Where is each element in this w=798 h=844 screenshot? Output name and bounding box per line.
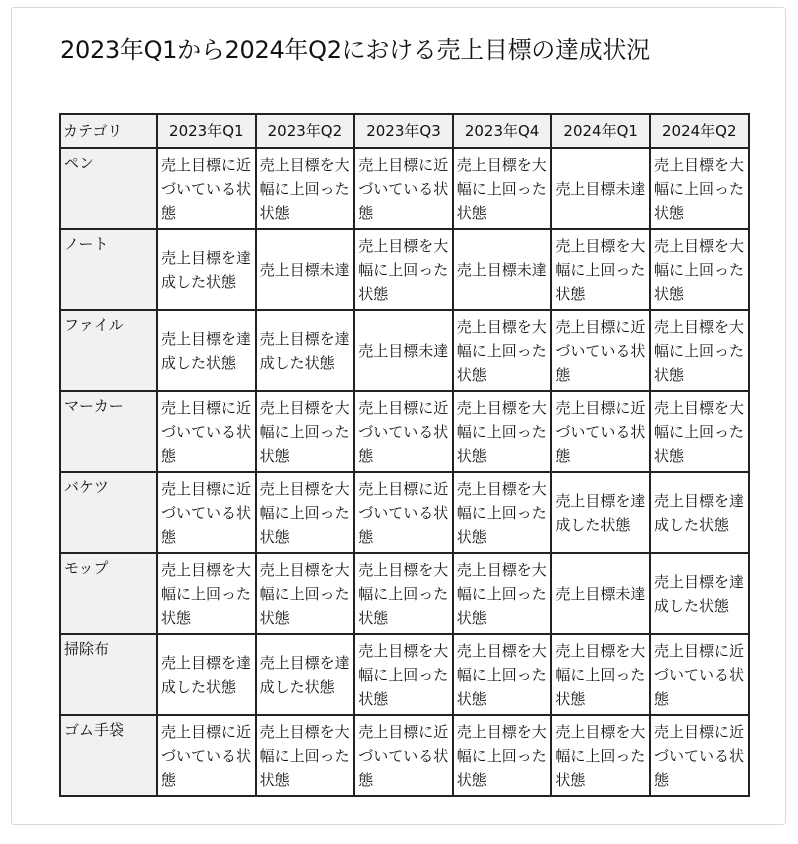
column-header-2024-q1: 2024年Q1 [551, 114, 650, 148]
status-cell: 売上目標を大幅に上回った状態 [453, 148, 552, 229]
status-cell: 売上目標未達 [354, 310, 453, 391]
column-header-2023-q2: 2023年Q2 [256, 114, 355, 148]
status-cell: 売上目標に近づいている状態 [157, 391, 256, 472]
column-header-2023-q3: 2023年Q3 [354, 114, 453, 148]
status-cell: 売上目標未達 [256, 229, 355, 310]
status-cell: 売上目標を大幅に上回った状態 [157, 553, 256, 634]
sales-target-table [59, 113, 750, 797]
status-cell: 売上目標を大幅に上回った状態 [453, 391, 552, 472]
table-row [60, 148, 749, 229]
status-cell: 売上目標に近づいている状態 [157, 148, 256, 229]
status-cell: 売上目標未達 [551, 148, 650, 229]
row-category-cell: バケツ [60, 472, 157, 553]
status-cell: 売上目標を達成した状態 [650, 553, 749, 634]
status-cell: 売上目標に近づいている状態 [157, 472, 256, 553]
status-cell: 売上目標を大幅に上回った状態 [453, 553, 552, 634]
status-cell: 売上目標を大幅に上回った状態 [551, 634, 650, 715]
column-header-2023-q1: 2023年Q1 [157, 114, 256, 148]
status-cell: 売上目標を大幅に上回った状態 [354, 553, 453, 634]
status-cell: 売上目標を大幅に上回った状態 [650, 391, 749, 472]
status-cell: 売上目標を大幅に上回った状態 [453, 472, 552, 553]
status-cell: 売上目標を達成した状態 [157, 634, 256, 715]
status-cell: 売上目標に近づいている状態 [157, 715, 256, 796]
status-cell: 売上目標を大幅に上回った状態 [551, 715, 650, 796]
status-cell: 売上目標を大幅に上回った状態 [551, 229, 650, 310]
status-cell: 売上目標を大幅に上回った状態 [256, 553, 355, 634]
status-cell: 売上目標を大幅に上回った状態 [256, 715, 355, 796]
status-cell: 売上目標を達成した状態 [551, 472, 650, 553]
table-row [60, 634, 749, 715]
status-cell: 売上目標に近づいている状態 [551, 391, 650, 472]
status-cell: 売上目標を大幅に上回った状態 [256, 472, 355, 553]
status-cell: 売上目標に近づいている状態 [551, 310, 650, 391]
status-cell: 売上目標に近づいている状態 [650, 634, 749, 715]
row-category-cell: ノート [60, 229, 157, 310]
table-row [60, 553, 749, 634]
status-cell: 売上目標を大幅に上回った状態 [650, 229, 749, 310]
status-cell: 売上目標を大幅に上回った状態 [453, 634, 552, 715]
status-cell: 売上目標に近づいている状態 [354, 391, 453, 472]
column-header-2024-q2: 2024年Q2 [650, 114, 749, 148]
status-cell: 売上目標未達 [453, 229, 552, 310]
status-cell: 売上目標を達成した状態 [157, 310, 256, 391]
column-header-2023-q4: 2023年Q4 [453, 114, 552, 148]
status-cell: 売上目標を大幅に上回った状態 [354, 229, 453, 310]
table-header-row [60, 114, 749, 148]
status-cell: 売上目標を達成した状態 [256, 310, 355, 391]
status-cell: 売上目標に近づいている状態 [650, 715, 749, 796]
table-row [60, 391, 749, 472]
status-cell: 売上目標を大幅に上回った状態 [256, 391, 355, 472]
table-row [60, 715, 749, 796]
status-cell: 売上目標を大幅に上回った状態 [256, 148, 355, 229]
row-category-cell: ファイル [60, 310, 157, 391]
row-category-cell: 掃除布 [60, 634, 157, 715]
status-cell: 売上目標を達成した状態 [650, 472, 749, 553]
table-row [60, 310, 749, 391]
status-cell: 売上目標を大幅に上回った状態 [354, 634, 453, 715]
status-cell: 売上目標に近づいている状態 [354, 472, 453, 553]
status-cell: 売上目標を達成した状態 [157, 229, 256, 310]
status-cell: 売上目標未達 [551, 553, 650, 634]
row-category-cell: モップ [60, 553, 157, 634]
status-cell: 売上目標に近づいている状態 [354, 148, 453, 229]
status-cell: 売上目標を大幅に上回った状態 [453, 310, 552, 391]
status-cell: 売上目標を大幅に上回った状態 [650, 310, 749, 391]
status-cell: 売上目標に近づいている状態 [354, 715, 453, 796]
status-cell: 売上目標を大幅に上回った状態 [650, 148, 749, 229]
table-row [60, 472, 749, 553]
page-title: 2023年Q1から2024年Q2における売上目標の達成状況 [60, 36, 650, 64]
row-category-cell: ゴム手袋 [60, 715, 157, 796]
status-cell: 売上目標を大幅に上回った状態 [453, 715, 552, 796]
column-header-category: カテゴリ [60, 114, 157, 148]
row-category-cell: マーカー [60, 391, 157, 472]
status-cell: 売上目標を達成した状態 [256, 634, 355, 715]
row-category-cell: ペン [60, 148, 157, 229]
table-row [60, 229, 749, 310]
